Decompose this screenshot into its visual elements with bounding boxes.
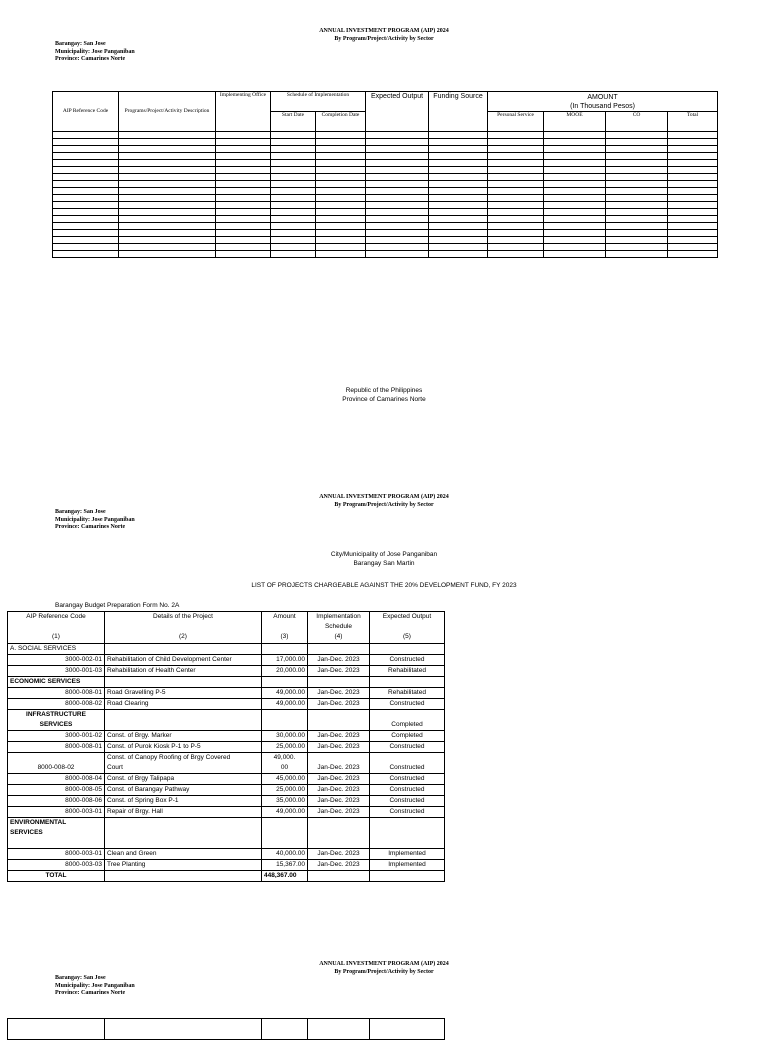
aip-desc-header: Programs/Project/Activity Description [119,92,216,132]
project-details: Const. of Barangay Pathway [105,785,262,796]
aip-title-3: ANNUAL INVESTMENT PROGRAM (AIP) 2024 By Program/Project/Activity by Sector [319,961,449,975]
aip-title-2: ANNUAL INVESTMENT PROGRAM (AIP) 2024 By Program/Project/Activity by Sector [319,494,449,508]
table-row [53,209,718,216]
project-details: Const. of Brgy Talipapa [105,774,262,785]
project-schedule: Jan-Dec. 2023 [308,785,370,796]
project-schedule: Jan-Dec. 2023 [308,655,370,666]
project-code: 3000-002-01 [8,655,105,666]
aip-ref-header: AIP Reference Code [53,92,119,132]
table-row [53,202,718,209]
table-row [53,223,718,230]
fund-title: LIST OF PROJECTS CHARGEABLE AGAINST THE 20% DEVELOPMENT FUND, FY 2023 [251,582,517,589]
table-row [8,742,445,753]
table-row: 8000-008-02 Const. of Canopy Roofing of Brgy Covered Court 49,000. 00 Jan-Dec. 2023 Constructed [8,753,445,774]
aip-table [52,91,718,258]
project-output: Constructed [370,655,445,666]
table-row [53,244,718,251]
municipality-label: Municipality: Jose Panganiban [55,48,135,55]
project-output: Constructed [370,796,445,807]
project-schedule: Jan-Dec. 2023 [308,860,370,871]
table-row [53,216,718,223]
project-output: Constructed [370,774,445,785]
project-details: Clean and Green [105,849,262,860]
table-row [53,174,718,181]
project-code: 3000-001-03 [8,666,105,677]
project-code: 8000-008-06 [8,796,105,807]
project-amount: 25,000.00 [262,785,308,796]
aip-ps-header: Personal Service [488,112,544,132]
table-row [53,160,718,167]
table-row [8,655,445,666]
table-row [53,139,718,146]
project-amount: 49,000.00 [262,688,308,699]
table-row [53,230,718,237]
project-schedule: Jan-Dec. 2023 [308,731,370,742]
project-details: Const. of Purok Kiosk P-1 to P-5 [105,742,262,753]
project-schedule: Jan-Dec. 2023 [308,774,370,785]
project-code: 8000-003-03 [8,860,105,871]
project-output: Implemented [370,860,445,871]
aip-amount-header: AMOUNT (In Thousand Pesos) [488,92,718,112]
project-schedule: Jan-Dec. 2023 [308,666,370,677]
fund-ref-header: AIP Reference Code (1) [8,612,105,644]
aip-mooe-header: MOOE [544,112,606,132]
project-amount: 25,000.00 [262,742,308,753]
table-row [8,796,445,807]
table-row [8,774,445,785]
project-code: 8000-008-01 [8,688,105,699]
project-code: 3000-001-02 [8,731,105,742]
section-row: ECONOMIC SERVICES [8,677,445,688]
project-schedule: Jan-Dec. 2023 [308,796,370,807]
project-amount: 30,000.00 [262,731,308,742]
aip-total-header: Total [668,112,718,132]
fund-schedule-header: Implementation Schedule (4) [308,612,370,644]
project-amount: 49,000.00 [262,807,308,818]
table-row [8,699,445,710]
table-row [8,731,445,742]
project-code: 8000-008-04 [8,774,105,785]
project-amount: 20,000.00 [262,666,308,677]
aip-office-header: Implementing Office [216,92,271,132]
project-output: Implemented [370,849,445,860]
project-amount: 40,000.00 [262,849,308,860]
project-schedule: Jan-Dec. 2023 [308,699,370,710]
fund-details-header: Details of the Project (2) [105,612,262,644]
table-row [53,132,718,139]
table-row [8,666,445,677]
table-row [53,251,718,258]
table-row [8,785,445,796]
project-details: Const. of Spring Box P-1 [105,796,262,807]
section-row: INFRASTRUCTURE SERVICES Completed [8,710,445,731]
project-output: Constructed [370,699,445,710]
project-details: Road Gravelling P-5 [105,688,262,699]
fund-output-header: Expected Output (5) [370,612,445,644]
project-schedule: Jan-Dec. 2023 [308,688,370,699]
project-code: 8000-003-01 [8,849,105,860]
project-details: Rehabilitation of Child Development Center [105,655,262,666]
project-schedule: Jan-Dec. 2023 [308,849,370,860]
section-row: ENVIRONMENTAL SERVICES [8,818,445,849]
project-details: Tree Planting [105,860,262,871]
table-row [53,181,718,188]
fund-amount-header: Amount (3) [262,612,308,644]
table-row [8,860,445,871]
total-row: TOTAL 448,367.00 [8,871,445,882]
project-output: Constructed [370,785,445,796]
project-amount: 49,000.00 [262,699,308,710]
table-row [53,195,718,202]
project-code: 8000-008-01 [8,742,105,753]
project-code: 8000-008-05 [8,785,105,796]
fund-table [7,611,445,882]
project-details: Rehabilitation of Health Center [105,666,262,677]
table-row [53,188,718,195]
project-code: 8000-003-01 [8,807,105,818]
form-label: Barangay Budget Preparation Form No. 2A [55,602,180,609]
barangay-label: Barangay: San Jose [55,41,106,47]
republic-header: Republic of the Philippines Province of Camarines Norte [342,387,426,403]
aip-completion-header: Completion Date [316,112,366,132]
project-details: Road Clearing [105,699,262,710]
aip-output-header: Expected Output [366,92,429,132]
table-row [8,688,445,699]
table-row [8,807,445,818]
aip-co-header: CO [606,112,668,132]
project-output: Rehabilitated [370,688,445,699]
project-output: Constructed [370,742,445,753]
aip-title: ANNUAL INVESTMENT PROGRAM (AIP) 2024 By Program/Project/Activity by Sector [319,28,449,42]
fund-municipality: City/Municipality of Jose Panganiban Barangay San Martin [330,551,438,567]
project-amount: 45,000.00 [262,774,308,785]
project-details: Repair of Brgy. Hall [105,807,262,818]
aip-funding-header: Funding Source [429,92,488,132]
project-output: Completed [370,731,445,742]
table-row [53,237,718,244]
section-row: A. SOCIAL SERVICES [8,644,445,655]
table-row [53,153,718,160]
table-row [53,146,718,153]
location-block [55,41,135,64]
project-output: Constructed [370,807,445,818]
project-schedule: Jan-Dec. 2023 [308,742,370,753]
location-block-2: Barangay: San Jose Municipality: Jose Panganiban Province: Camarines Norte [55,509,135,530]
project-details: Const. of Brgy. Marker [105,731,262,742]
table-row [53,167,718,174]
project-amount: 17,000.00 [262,655,308,666]
project-schedule: Jan-Dec. 2023 [308,807,370,818]
aip-start-header: Start Date [271,112,316,132]
aip-schedule-header: Schedule of Implementation [271,92,366,112]
table-row [8,849,445,860]
project-code: 8000-008-02 [8,699,105,710]
location-block-3: Barangay: San Jose Municipality: Jose Panganiban Province: Camarines Norte [55,975,135,996]
project-amount: 35,000.00 [262,796,308,807]
province-label: Province: Camarines Norte [55,56,126,62]
project-output: Rehabilitated [370,666,445,677]
partial-table [7,1018,445,1040]
project-amount: 15,367.00 [262,860,308,871]
